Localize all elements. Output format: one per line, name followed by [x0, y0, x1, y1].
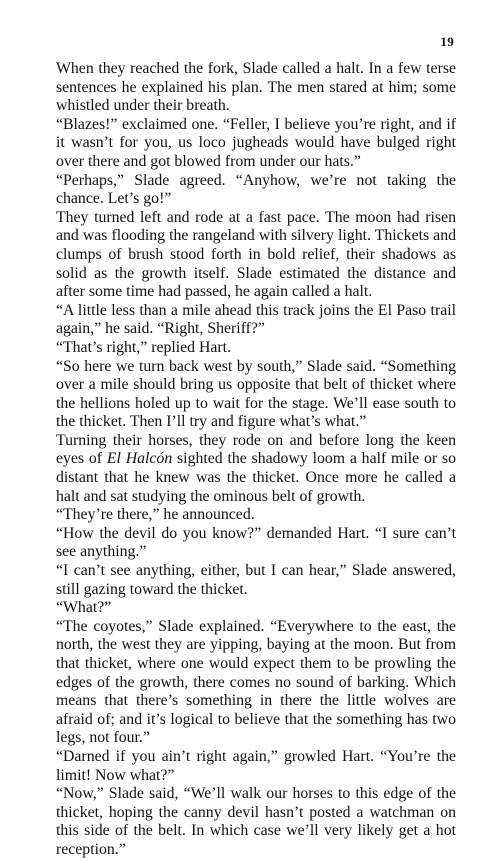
paragraph: “I can’t see anything, either, but I can hear,” Slade answered, still gazing toward the thicket. [56, 562, 456, 598]
paragraph-text: Turning their horses, they rode on and before long the keen eyes of [56, 431, 456, 468]
paragraph: “The coyotes,” Slade explained. “Everywhere to the east, the north, the west they are yipping, baying at the moon. But from that thicket, where one would expect them to be prowling the edges of the growth, there comes no sound of barking. Which means that there’s something in there the little wolves are afraid of; and it’s logical to believe that the something has two legs, not four.” [56, 617, 456, 747]
paragraph: “That’s right,” replied Hart. [56, 338, 232, 356]
page-number: 19 [440, 34, 454, 49]
paragraph [56, 432, 456, 506]
paragraph: “Perhaps,” Slade agreed. “Anyhow, we’re not taking the chance. Let’s go!” [56, 171, 456, 208]
paragraph: When they reached the fork, Slade called a halt. In a few terse sentences he explained his plan. The men stared at him; some whistled under their breath. [56, 60, 456, 115]
paragraph: “Blazes!” exclaimed one. “Feller, I believe you’re right, and if it wasn’t for you, us loco jugheads would have bulged right over there and got blowed from under our hats.” [56, 115, 456, 170]
paragraph-text: sighted the shadowy loom a half mile or so distant that he knew was the thicket. Once more he called a halt and sat studying the ominous belt of growth. [56, 450, 456, 505]
paragraph: “A little less than a mile ahead this track joins the El Paso trail again,” he said. “Right, Sheriff?” [56, 301, 456, 338]
paragraph: “So here we turn back west by south,” Slade said. “Something over a mile should bring us opposite that belt of thicket where the hellions holed up to wait for the stage. We’ll ease south to the thicket. Then I’ll try and figure what’s what.” [56, 357, 456, 431]
paragraph: “They’re there,” he announced. [56, 506, 255, 524]
body-text [56, 60, 456, 860]
paragraph: They turned left and rode at a fast pace. The moon had risen and was flooding the rangeland with silvery light. Thickets and clumps of brush stood forth in bold relief, their shadows as solid as the growth itself. Slade estimated the distance and after some time had passed, he again called a halt. [56, 208, 456, 301]
paragraph: “How the devil do you know?” demanded Hart. “I sure can’t see anything.” [56, 524, 456, 561]
emphasized-name: El Halcón [106, 450, 173, 468]
paragraph: “What?” [56, 599, 112, 617]
paragraph: “Now,” Slade said, “We’ll walk our horses to this edge of the thicket, hoping the canny devil hasn’t posted a watchman on this side of the belt. In which case we’ll very likely get a hot reception.” [56, 785, 456, 858]
paragraph: “Darned if you ain’t right again,” growled Hart. “You’re the limit! Now what?” [56, 747, 456, 784]
